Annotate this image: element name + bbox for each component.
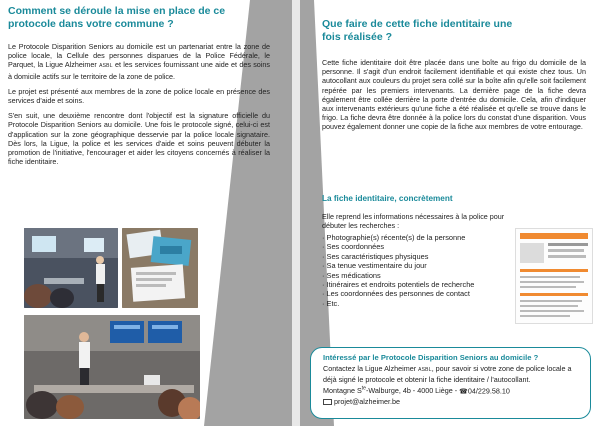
paragraph-partnership: Le Protocole Disparition Seniors au domicile est un partenariat entre la zone de police locale, la Cellule des personnes disparues de la Police Fédérale, le Parquet, la Ligue Alzheimer ASBL et les services fournissant une aide et des soins à domicile actifs sur le territoire de la zone de police. xyxy=(8,42,270,81)
right-heading: Que faire de cette fiche identitaire une fois réalisée ? xyxy=(322,18,513,43)
right-body: Cette fiche identitaire doit être placée dans une boîte au frigo du domicile de la personne. Il s'agit d'un endroit facilement identifiable et qui existe chez tous. Un autocollant aux couleurs du projet sera collé sur la boîte afin qu'elle soit facilement repérée par les premiers intervenants. La dernière page de la fiche devra également être collée derrière la porte d'entrée du domicile. Cela, afin d'indiquer aux intervenants extérieurs qu'une fiche a été réalisée et qu'elle se trouve dans le frigo. La fiche devra être donnée à la police lors du constat d'une disparition. Vous pouvez également donner une copie de la fiche aux membres de votre entourage. xyxy=(322,58,586,132)
paragraph-signature: S'en suit, une deuxième rencontre dont l'objectif est la signature officielle du Protocole Disparition Seniors au domicile. Une fois le protocole signé, celui-ci est d'application sur la zone géographique desservie par la police locale signataire. Dès lors, la Ligue, la police et les services d'aide et soins peuvent débuter la promotion de l'initiative, l'encourager et aider les citoyens concernés à réaliser la fiche identitaire. xyxy=(8,111,270,167)
list-item: · Ses coordonnées xyxy=(322,242,385,252)
page-divider xyxy=(292,0,300,426)
list-item: · Photographie(s) récente(s) de la personne xyxy=(322,233,466,242)
asbl-label: ASBL xyxy=(418,367,432,373)
right-page xyxy=(300,0,600,426)
contact-box xyxy=(310,347,591,419)
contact-address: Montagne $S^{te}$-Walburge, 4b - 4000 Liège - xyxy=(323,385,460,396)
contact-line1: Contactez la Ligue Alzheimer xyxy=(323,364,417,373)
documents-photo xyxy=(122,228,198,308)
paragraph-presentation: Le projet est présenté aux membres de la zone de police locale en présence des services d'aide et soins. xyxy=(8,86,270,106)
left-page xyxy=(0,0,292,426)
email-icon xyxy=(323,399,332,405)
list-item: · Itinéraires et endroits potentiels de recherche xyxy=(322,280,475,290)
list-item: · Les coordonnées des personnes de contact xyxy=(322,289,470,299)
contact-body xyxy=(323,364,585,406)
fiche-intro: Elle reprend les informations nécessaires à la police pour débuter les recherches : xyxy=(322,212,505,231)
contact-phone[interactable]: 04/229.58.10 xyxy=(467,386,510,396)
phone-icon: ☎ xyxy=(459,388,468,396)
fiche-items-list xyxy=(322,233,512,308)
list-item: · Ses médications xyxy=(322,270,381,280)
fiche-subheading: La fiche identitaire, concrètement xyxy=(322,194,453,203)
fiche-thumbnail xyxy=(515,228,593,324)
left-heading: Comment se déroule la mise en place de ce protocole dans votre commune ? xyxy=(8,5,226,30)
meeting-photo xyxy=(24,315,200,419)
contact-email[interactable]: projet@alzheimer.be xyxy=(334,396,401,406)
contact-title: Intéressé par le Protocole Disparition Seniors au domicile ? xyxy=(323,353,539,362)
presentation-photo xyxy=(24,228,118,308)
list-item: · Sa tenue vestimentaire du jour xyxy=(322,261,427,271)
list-item: · Ses caractéristiques physiques xyxy=(322,251,429,261)
left-body xyxy=(8,42,270,172)
contact-line1-rest: , pour savoir si votre zone de police locale a déjà signé le protocole et obtenir la fiche identitaire / l'autocollant. xyxy=(323,364,572,385)
list-item: · Etc. xyxy=(322,298,340,308)
